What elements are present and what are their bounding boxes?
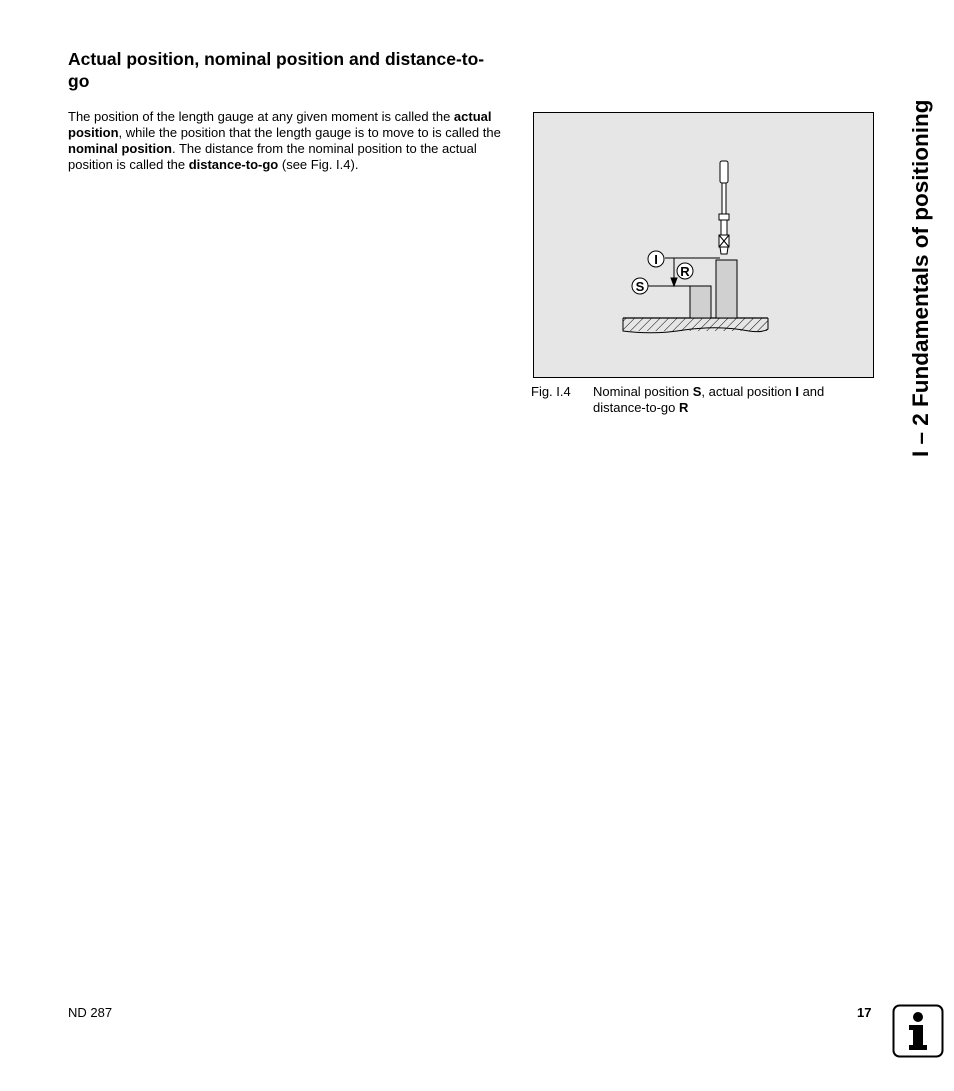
nominal-block [690,286,711,318]
body-paragraph [68,109,508,173]
term-nominal-position: nominal position [68,141,172,156]
section-heading: Actual position, nominal position and distance-to-go [68,49,485,91]
caption-text-2: , actual position [701,384,796,399]
caption-text-3: and distance-to-go [593,384,825,415]
page-number: 17 [857,1005,872,1020]
base-plate [623,318,768,333]
figure-diagram [533,112,874,378]
label-distance-marker [677,263,693,279]
label-s: S [635,279,645,294]
term-actual-position: actual position [68,109,492,140]
paragraph-text-1: The position of the length gauge at any given moment is called the [68,109,454,124]
actual-block [716,260,737,318]
label-r: R [680,264,690,279]
label-nominal-marker [632,278,648,294]
label-i: I [654,252,658,267]
paragraph-text-4: (see Fig. I.4). [278,157,359,172]
length-gauge-diagram [534,113,875,379]
caption-text-1: Nominal position [593,384,693,399]
footer-product: ND 287 [68,1005,113,1020]
figure-caption [593,384,863,416]
info-icon [892,1004,944,1058]
term-distance-to-go: distance-to-go [188,157,279,172]
paragraph-text-3: . The distance from the nominal position to the actual position is called the [68,141,477,172]
caption-bold-i: I [795,384,799,399]
label-actual-marker [648,251,664,267]
figure-caption-number: Fig. I.4 [531,384,571,399]
caption-bold-s: S [692,384,702,399]
chapter-side-title: I – 2 Fundamentals of positioning [908,99,933,457]
length-gauge-probe [719,161,729,254]
caption-bold-r: R [679,400,689,415]
paragraph-text-2: , while the position that the length gauge is to move to is called the [118,125,501,140]
